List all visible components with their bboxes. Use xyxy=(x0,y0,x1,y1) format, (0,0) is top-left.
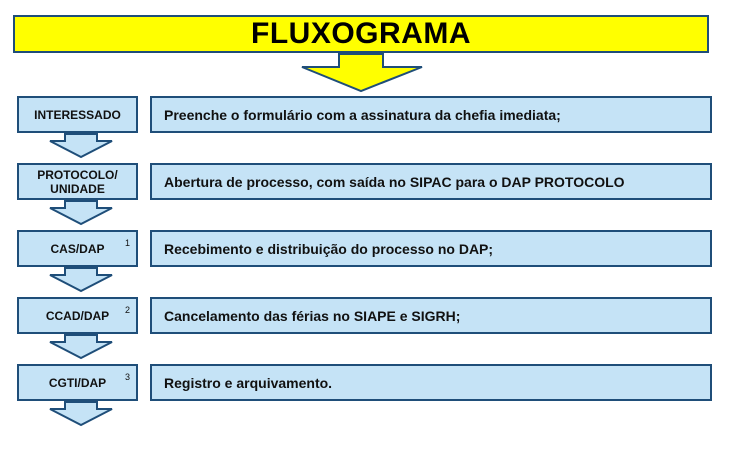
step-number: 1 xyxy=(124,238,130,248)
step-actor-cgti-dap xyxy=(17,364,138,401)
step-actor-label: CGTI/DAP xyxy=(48,375,107,390)
title-arrow-icon xyxy=(300,53,424,93)
step-number: 3 xyxy=(124,372,130,382)
step-description: Recebimento e distribuição do processo no DAP; xyxy=(150,230,712,267)
step-description: Registro e arquivamento. xyxy=(150,364,712,401)
step-number: 2 xyxy=(124,305,130,315)
page-title: FLUXOGRAMA xyxy=(251,17,471,50)
step-actor-label: PROTOCOLO/ UNIDADE xyxy=(37,167,118,196)
down-arrow-icon xyxy=(48,334,114,360)
title-banner xyxy=(13,15,709,53)
down-arrow-icon xyxy=(48,133,114,159)
step-actor-label: INTERESSADO xyxy=(34,107,121,122)
step-description: Preenche o formulário com a assinatura da chefia imediata; xyxy=(150,96,712,133)
down-arrow-icon xyxy=(48,200,114,226)
down-arrow-icon xyxy=(48,401,114,427)
step-actor-protocolo-unidade xyxy=(17,163,138,200)
step-actor-label: CAS/DAP xyxy=(50,241,105,256)
step-description: Cancelamento das férias no SIAPE e SIGRH; xyxy=(150,297,712,334)
step-actor-label: CCAD/DAP xyxy=(45,308,110,323)
step-actor-ccad-dap xyxy=(17,297,138,334)
step-actor-interessado xyxy=(17,96,138,133)
step-description: Abertura de processo, com saída no SIPAC para o DAP PROTOCOLO xyxy=(150,163,712,200)
down-arrow-icon xyxy=(48,267,114,293)
step-actor-cas-dap xyxy=(17,230,138,267)
